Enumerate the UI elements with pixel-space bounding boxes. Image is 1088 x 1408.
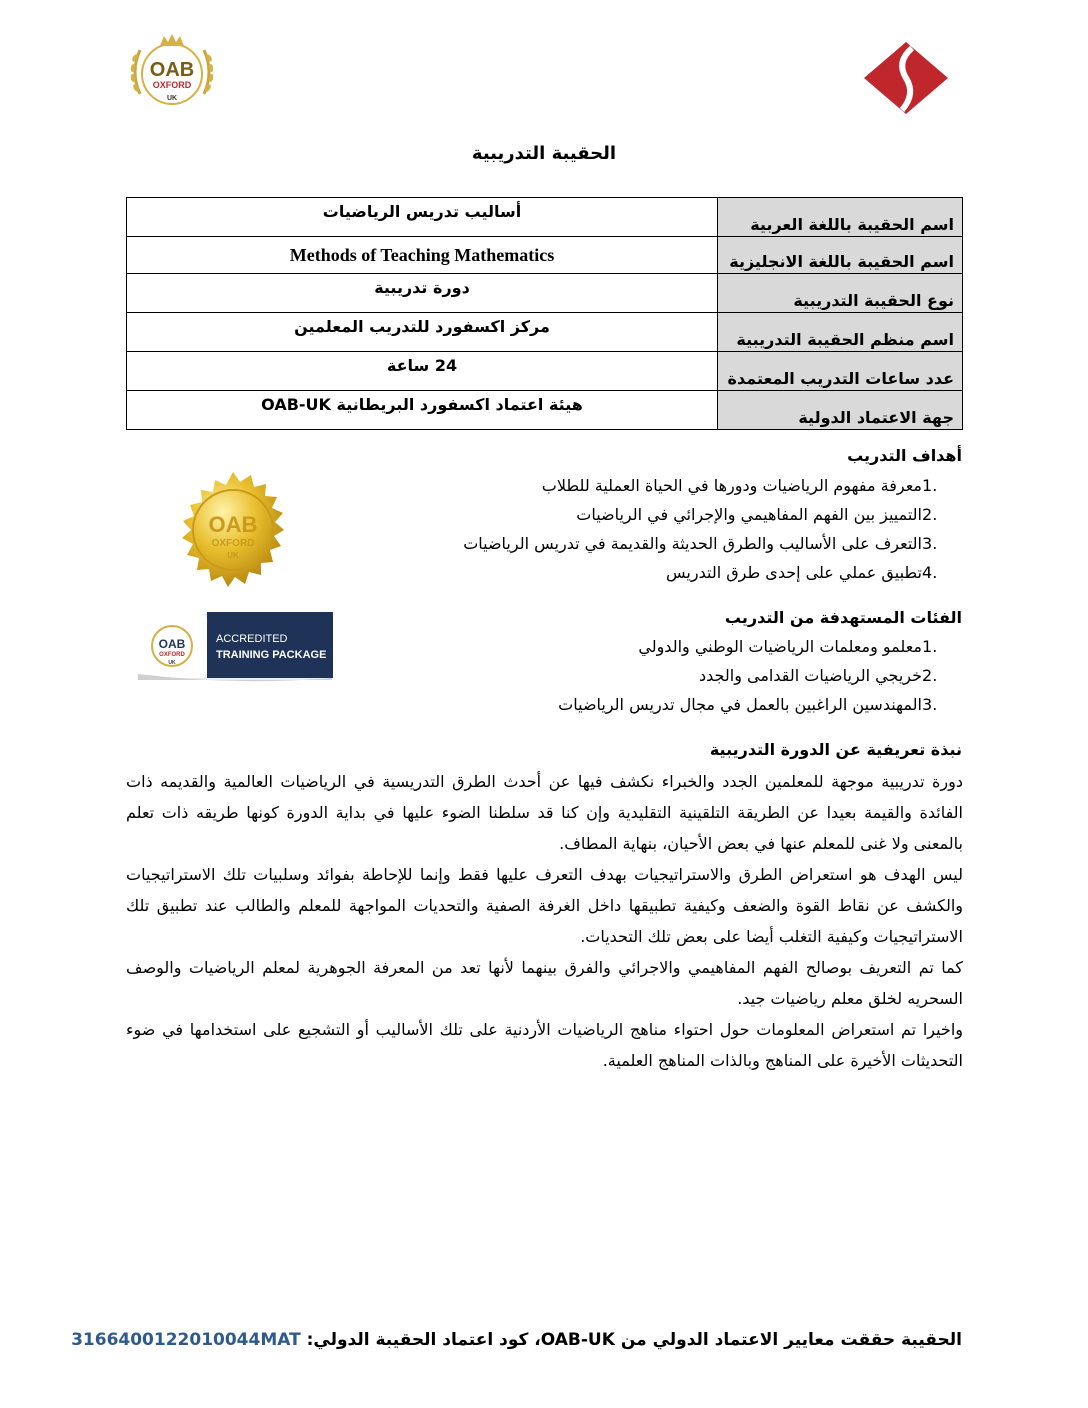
info-table	[126, 197, 963, 430]
row-value: مركز اكسفورد للتدريب المعلمين	[127, 313, 718, 352]
footer-text: الحقيبة حققت معايير الاعتماد الدولي من OAB-UK، كود اعتماد الحقيبة الدولي:	[300, 1330, 962, 1350]
row-label: اسم منظم الحقيبة التدريبية	[718, 313, 963, 352]
accreditation-code: 3166400122010044MAT	[71, 1330, 301, 1350]
list-number: .1	[922, 476, 938, 495]
svg-text:OXFORD: OXFORD	[152, 80, 192, 90]
list-item	[463, 471, 948, 500]
list-item	[463, 500, 948, 529]
goals-list	[463, 471, 948, 587]
list-text: معرفة مفهوم الرياضيات ودورها في الحياة العملية للطلاب	[541, 476, 922, 495]
list-text: التعرف على الأساليب والطرق الحديثة والقديمة في تدريس الرياضيات	[463, 534, 922, 553]
table-row	[127, 352, 963, 391]
paragraph: كما تم التعريف بوصالح الفهم المفاهيمي والاجرائي والفرق بينهما لأنها تعد من المعرفة الجوهرية لمعلم الرياضيات والوصف السحريه لخلق معلم رياضيات جيد.	[126, 958, 963, 1008]
row-label: جهة الاعتماد الدولية	[718, 391, 963, 430]
list-item	[558, 632, 948, 661]
row-value: أساليب تدريس الرياضيات	[127, 198, 718, 237]
svg-text:OAB: OAB	[158, 637, 186, 651]
list-text: التمييز بين الفهم المفاهيمي والإجرائي في الرياضيات	[576, 505, 922, 524]
table-row	[127, 237, 963, 274]
accredited-badge	[136, 612, 334, 682]
svg-text:OXFORD: OXFORD	[211, 538, 255, 549]
paragraph: ليس الهدف هو استعراض الطرق والاستراتيجيات بهدف التعرف عليها فقط وإنما للإحاطة بفوائد وسلبيات تلك الاستراتيجيات والكشف عن نقاط القوة والضعف وكيفية تطبيقها داخل الغرفة الصفية والتحديات المواجهة للمعلم والطالب عند تطبيق تلك الاستراتيجيات وكيفية التغلب أيضا على بعض تلك التحديات.	[126, 865, 963, 946]
row-value: Methods of Teaching Mathematics	[127, 237, 718, 274]
list-text: معلمو ومعلمات الرياضيات الوطني والدولي	[638, 637, 922, 656]
list-number: .4	[922, 563, 938, 582]
row-value: 24 ساعة	[127, 352, 718, 391]
page-title: الحقيبة التدريبية	[471, 143, 617, 164]
row-label: اسم الحقيبة باللغة العربية	[718, 198, 963, 237]
list-item	[558, 661, 948, 690]
table-row	[127, 198, 963, 237]
svg-text:UK: UK	[166, 95, 178, 102]
row-label: عدد ساعات التدريب المعتمدة	[718, 352, 963, 391]
about-heading: نبذة تعريفية عن الدورة التدريبية	[709, 740, 962, 759]
list-item	[463, 529, 948, 558]
about-body	[126, 766, 963, 1076]
table-row	[127, 391, 963, 430]
targets-heading: الفئات المستهدفة من التدريب	[724, 608, 962, 627]
table-row	[127, 313, 963, 352]
list-item	[558, 690, 948, 719]
footer-accreditation	[71, 1330, 962, 1350]
row-value: دورة تدريبية	[127, 274, 718, 313]
paragraph: دورة تدريبية موجهة للمعلمين الجدد والخبراء نكشف فيها عن أحدث الطرق التدريسية في الرياضيات العالمية والقديمه ذات الفائدة والقيمة بعيدا عن الطريقة التلقينية التقليدية وإن كنا قد سلطنا الضوء عليها في بداية الدورة كونها طريقه ذات تعلم بالمعنى ولا غنى للمعلم عنها في بعض الأحيان، بنهاية المطاف.	[126, 772, 963, 853]
svg-text:TRAINING PACKAGE: TRAINING PACKAGE	[216, 649, 327, 661]
gold-seal-icon	[168, 470, 298, 600]
list-number: .3	[922, 534, 938, 553]
svg-text:OXFORD: OXFORD	[159, 652, 185, 658]
list-text: المهندسين الراغبين بالعمل في مجال تدريس الرياضيات	[558, 695, 922, 714]
list-number: .2	[922, 505, 938, 524]
targets-list	[558, 632, 948, 719]
list-number: .3	[922, 695, 938, 714]
list-item	[463, 558, 948, 587]
svg-text:UK: UK	[168, 660, 176, 666]
svg-text:UK: UK	[227, 551, 239, 560]
svg-text:ACCREDITED: ACCREDITED	[216, 633, 288, 645]
list-number: .2	[922, 666, 938, 685]
list-text: تطبيق عملي على إحدى طرق التدريس	[666, 563, 922, 582]
oab-oxford-uk-logo	[126, 32, 218, 116]
row-value: هيئة اعتماد اكسفورد البريطانية OAB-UK	[127, 391, 718, 430]
row-label: اسم الحقيبة باللغة الانجليزية	[718, 237, 963, 274]
paragraph: واخيرا تم استعراض المعلومات حول احتواء مناهج الرياضيات الأردنية على تلك الأساليب أو التشجيع على استخدامها في ضوء التحديثات الأخيرة على المناهج وبالذات المناهج العلمية.	[126, 1020, 963, 1070]
list-text: خريجي الرياضيات القدامى والجدد	[699, 666, 922, 685]
svg-text:OAB: OAB	[149, 59, 195, 81]
row-label: نوع الحقيبة التدريبية	[718, 274, 963, 313]
svg-text:OAB: OAB	[208, 512, 258, 537]
table-row	[127, 274, 963, 313]
list-number: .1	[922, 637, 938, 656]
goals-heading: أهداف التدريب	[847, 446, 962, 465]
red-diamond-s-logo	[862, 40, 950, 116]
